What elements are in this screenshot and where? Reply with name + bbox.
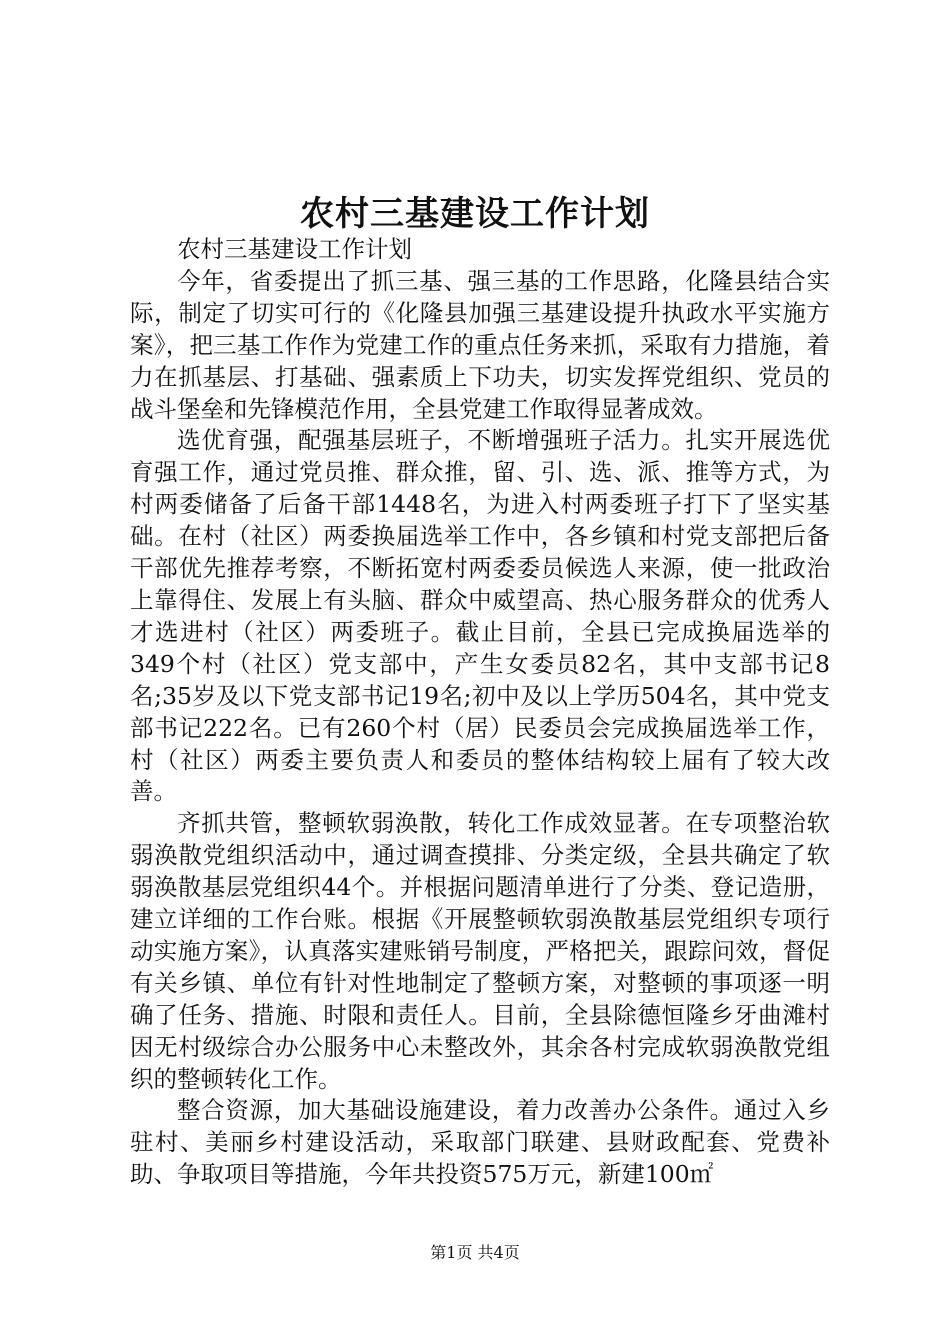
document-title: 农村三基建设工作计划 xyxy=(300,194,650,234)
paragraph: 今年，省委提出了抓三基、强三基的工作思路，化隆县结合实际，制定了切实可行的《化隆县加强三基建设提升执政水平实施方案》，把三基工作作为党建工作的重点任务来抓，采取有力措施，着力在抓基层、打基础、强素质上下功夫，切实发挥党组织、党员的战斗堡垒和先锋模范作用，全县党建工作取得显著成效。 xyxy=(130,266,830,423)
paragraph: 选优育强，配强基层班子，不断增强班子活力。扎实开展选优育强工作，通过党员推、群众推，留、引、选、派、推等方式，为村两委储备了后备干部1448名，为进入村两委班子打下了坚实基础。在村（社区）两委换届选举工作中，各乡镇和村党支部把后备干部优先推荐考察，不断拓宽村两委委员候选人来源，使一批政治上靠得住、发展上有头脑、群众中威望高、热心服务群众的优秀人才选进村（社区）两委班子。截止目前，全县已完成换届选举的349个村（社区）党支部中，产生女委员82名，其中支部书记8名;35岁及以下党支部书记19名;初中及以上学历504名，其中党支部书记222名。已有260个村（居）民委员会完成换届选举工作，村（社区）两委主要负责人和委员的整体结构较上届有了较大改善。 xyxy=(130,426,830,806)
document-body xyxy=(130,234,830,1191)
paragraph: 农村三基建设工作计划 xyxy=(177,235,412,263)
paragraph: 整合资源，加大基础设施建设，着力改善办公条件。通过入乡驻村、美丽乡村建设活动，采取部门联建、县财政配套、党费补助、争取项目等措施，今年共投资575万元，新建100㎡ xyxy=(130,1096,830,1189)
paragraph: 齐抓共管，整顿软弱涣散，转化工作成效显著。在专项整治软弱涣散党组织活动中，通过调查摸排、分类定级，全县共确定了软弱涣散基层党组织44个。并根据问题清单进行了分类、登记造册，建立详细的工作台账。根据《开展整顿软弱涣散基层党组织专项行动实施方案》，认真落实建账销号制度，严格把关，跟踪问效，督促有关乡镇、单位有针对性地制定了整顿方案，对整顿的事项逐一明确了任务、措施、时限和责任人。目前，全县除德恒隆乡牙曲滩村因无村级综合办公服务中心未整改外，其余各村完成软弱涣散党组织的整顿转化工作。 xyxy=(130,809,830,1093)
page-footer: 第1页 共4页 xyxy=(430,1243,520,1262)
